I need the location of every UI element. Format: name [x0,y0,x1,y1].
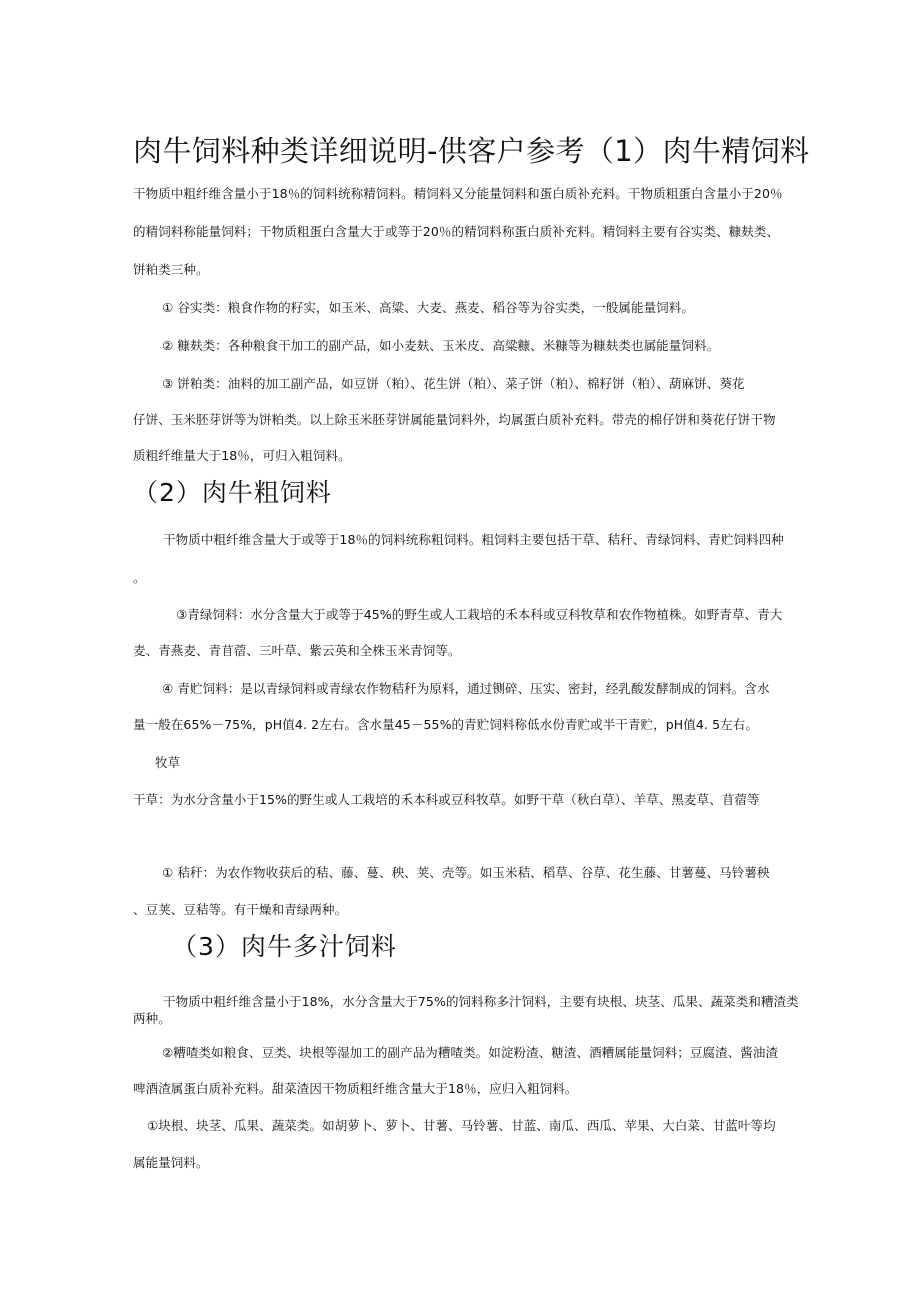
section3-intro-line2: 两种。 [133,1011,171,1026]
section1-intro-line1: 干物质中粗纤维含量小于18％的饲料统称精饲料。精饲料又分能量饲料和蛋白质补充料。干物质粗蛋白含量小于20％ [133,186,783,201]
cake-item-line2: 仔饼、玉米胚芽饼等为饼粕类。以上除玉米胚芽饼属能量饲料外，均属蛋白质补充料。带壳的棉仔饼和葵花仔饼干物 [133,412,776,427]
green-fodder-line2: 麦、青燕麦、青苜蓿、三叶草、紫云英和全株玉米青饲等。 [133,643,461,658]
roots-line1: ①块根、块茎、瓜果、蔬菜类。如胡萝卜、萝卜、甘薯、马铃薯、甘蓝、南瓜、西瓜、苹果、大白菜、甘蓝叶等均 [147,1118,776,1133]
forage-label: 牧草 [155,755,181,770]
section2-intro-line2: 。 [133,570,146,585]
residue-line1: ②糟喳类如粮食、豆类、块根等湿加工的副产品为糟喳类。如淀粉渣、糖渣、酒糟属能量饲料；豆腐渣、酱油渣 [162,1045,779,1060]
section1-intro-line2: 的精饲料称能量饲料；干物质粗蛋白含量大于或等于20％的精饲料称蛋白质补充料。精饲料主要有谷实类、糠麸类、 [133,224,780,239]
document-title: 肉牛饲料种类详细说明-供客户参考（1）肉牛精饲料 [133,134,810,168]
straw-line1: ① 秸秆：为农作物收获后的秸、藤、蔓、秧、荚、壳等。如玉米秸、稻草、谷草、花生藤、甘薯蔓、马铃薯秧 [162,865,770,880]
hay-line: 干草：为水分含量小于15%的野生或人工栽培的禾本科或豆科牧草。如野干草（秋白草）、羊草、黑麦草、苜蓿等 [133,792,760,807]
section3-intro-line1: 干物质中粗纤维含量小于18%，水分含量大于75%的饲料称多汁饲料，主要有块根、块茎、瓜果、蔬菜类和糟渣类 [163,994,799,1009]
cake-item-line3: 质粗纤维量大于18％，可归入粗饲料。 [133,448,351,463]
silage-line2: 量一般在65%－75%，pH值4. 2左右。含水量45－55%的青贮饲料称低水份青贮或半干青贮，pH值4. 5左右。 [133,717,758,732]
section3-heading: （3）肉牛多汁饲料 [172,932,397,961]
residue-line2: 啤酒渣属蛋白质补充料。甜菜渣因干物质粗纤维含量大于18％，应归入粗饲料。 [133,1081,578,1096]
roots-line2: 属能量饲料。 [133,1155,209,1170]
grain-item: ① 谷实类：粮食作物的籽实，如玉米、高粱、大麦、燕麦、稻谷等为谷实类，一般属能量饲料。 [162,300,694,315]
straw-line2: 、豆荚、豆秸等。有干燥和青绿两种。 [133,902,348,917]
cake-item-line1: ③ 饼粕类：油料的加工副产品，如豆饼（粕）、花生饼（粕）、菜子饼（粕）、棉籽饼（粕）、葫麻饼、葵花 [162,376,745,391]
section2-heading: （2）肉牛粗饲料 [133,478,332,507]
green-fodder-line1: ③青绿饲料：水分含量大于或等于45%的野生或人工栽培的禾本科或豆科牧草和农作物植株。如野青草、青大 [176,607,783,622]
section2-intro-line1: 干物质中粗纤维含量大于或等于18％的饲料统称粗饲料。粗饲料主要包括干草、秸秆、青绿饲料、青贮饲料四种 [163,532,784,547]
silage-line1: ④ 青贮饲料：是以青绿饲料或青绿农作物秸秆为原料，通过铡碎、压实、密封，经乳酸发酵制成的饲料。含水 [162,681,770,696]
bran-item: ② 糠麸类：各种粮食干加工的副产品，如小麦麸、玉米皮、高粱糠、米糠等为糠麸类也属能量饲料。 [162,338,720,353]
section1-intro-line3: 饼粕类三种。 [133,262,209,277]
